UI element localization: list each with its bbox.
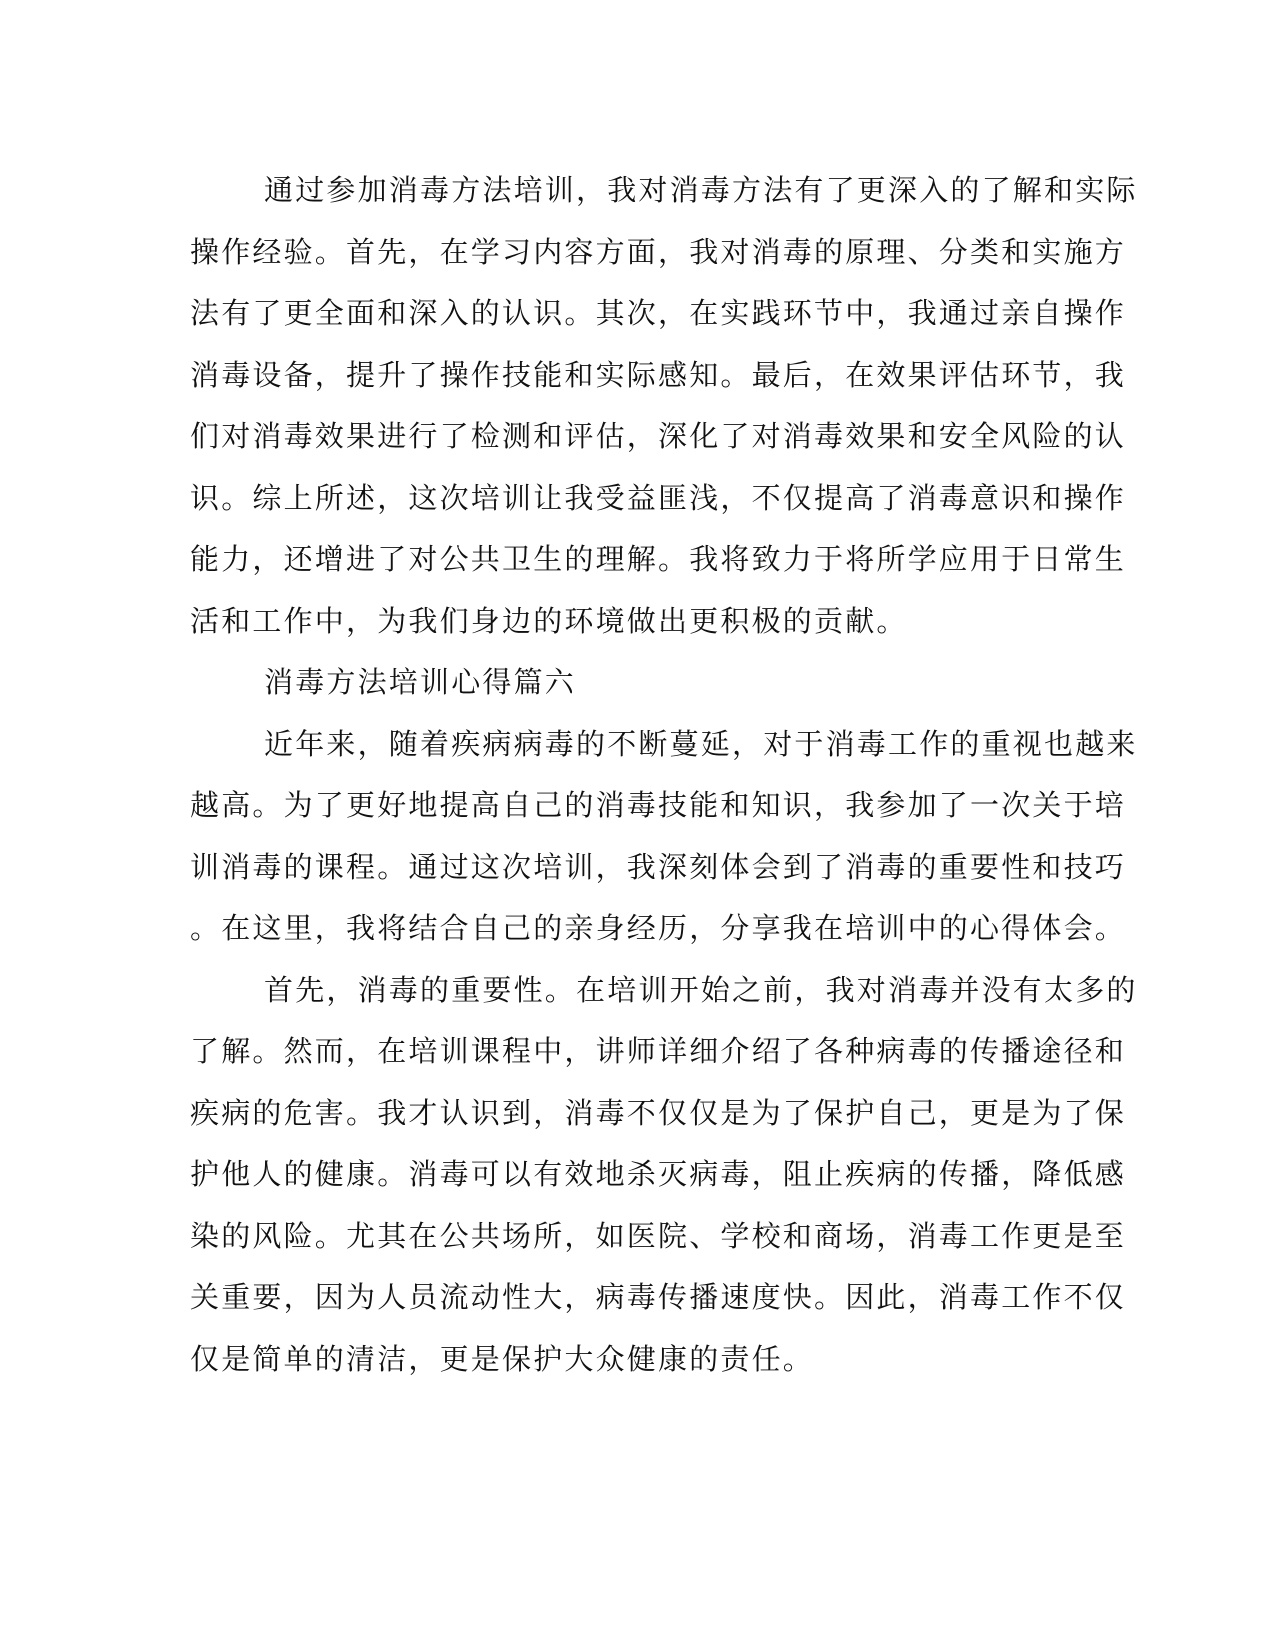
paragraph-line: 近年来，随着疾病病毒的不断蔓延，对于消毒工作的重视也越来: [264, 726, 1138, 761]
paragraph-1: [190, 160, 1138, 652]
paragraph-3: [190, 960, 1138, 1391]
paragraph-line: 关重要，因为人员流动性大，病毒传播速度快。因此，消毒工作不仅: [190, 1280, 1127, 1314]
paragraph-line: 消毒设备，提升了操作技能和实际感知。最后，在效果评估环节，我: [190, 357, 1127, 392]
paragraph-line: 训消毒的课程。通过这次培训，我深刻体会到了消毒的重要性和技巧: [190, 849, 1127, 884]
paragraph-line: 们对消毒效果进行了检测和评估，深化了对消毒效果和安全风险的认: [190, 419, 1127, 453]
document-body: [190, 160, 1138, 1390]
paragraph-line: 通过参加消毒方法培训，我对消毒方法有了更深入的了解和实际: [264, 173, 1138, 207]
paragraph-line: 仅是简单的清洁，更是保护大众健康的责任。: [190, 1341, 815, 1376]
section-heading: 消毒方法培训心得篇六: [264, 665, 577, 699]
paragraph-line: 越高。为了更好地提高自己的消毒技能和知识，我参加了一次关于培: [190, 788, 1127, 822]
paragraph-line: 法有了更全面和深入的认识。其次，在实践环节中，我通过亲自操作: [190, 296, 1127, 330]
paragraph-line: 了解。然而，在培训课程中，讲师详细介绍了各种病毒的传播途径和: [190, 1034, 1127, 1068]
paragraph-line: 操作经验。首先，在学习内容方面，我对消毒的原理、分类和实施方: [190, 234, 1127, 269]
paragraph-line: 染的风险。尤其在公共场所，如医院、学校和商场，消毒工作更是至: [190, 1218, 1127, 1253]
paragraph-line: 识。综上所述，这次培训让我受益匪浅，不仅提高了消毒意识和操作: [190, 480, 1127, 515]
paragraph-line: 能力，还增进了对公共卫生的理解。我将致力于将所学应用于日常生: [190, 542, 1127, 576]
paragraph-line: 护他人的健康。消毒可以有效地杀灭病毒，阻止疾病的传播，降低感: [190, 1157, 1127, 1191]
paragraph-line: 。在这里，我将结合自己的亲身经历，分享我在培训中的心得体会。: [190, 911, 1127, 945]
paragraph-line: 疾病的危害。我才认识到，消毒不仅仅是为了保护自己，更是为了保: [190, 1095, 1127, 1130]
paragraph-line: 首先，消毒的重要性。在培训开始之前，我对消毒并没有太多的: [264, 972, 1138, 1007]
paragraph-2: [190, 714, 1138, 960]
paragraph-line: 活和工作中，为我们身边的环境做出更积极的贡献。: [190, 603, 908, 638]
